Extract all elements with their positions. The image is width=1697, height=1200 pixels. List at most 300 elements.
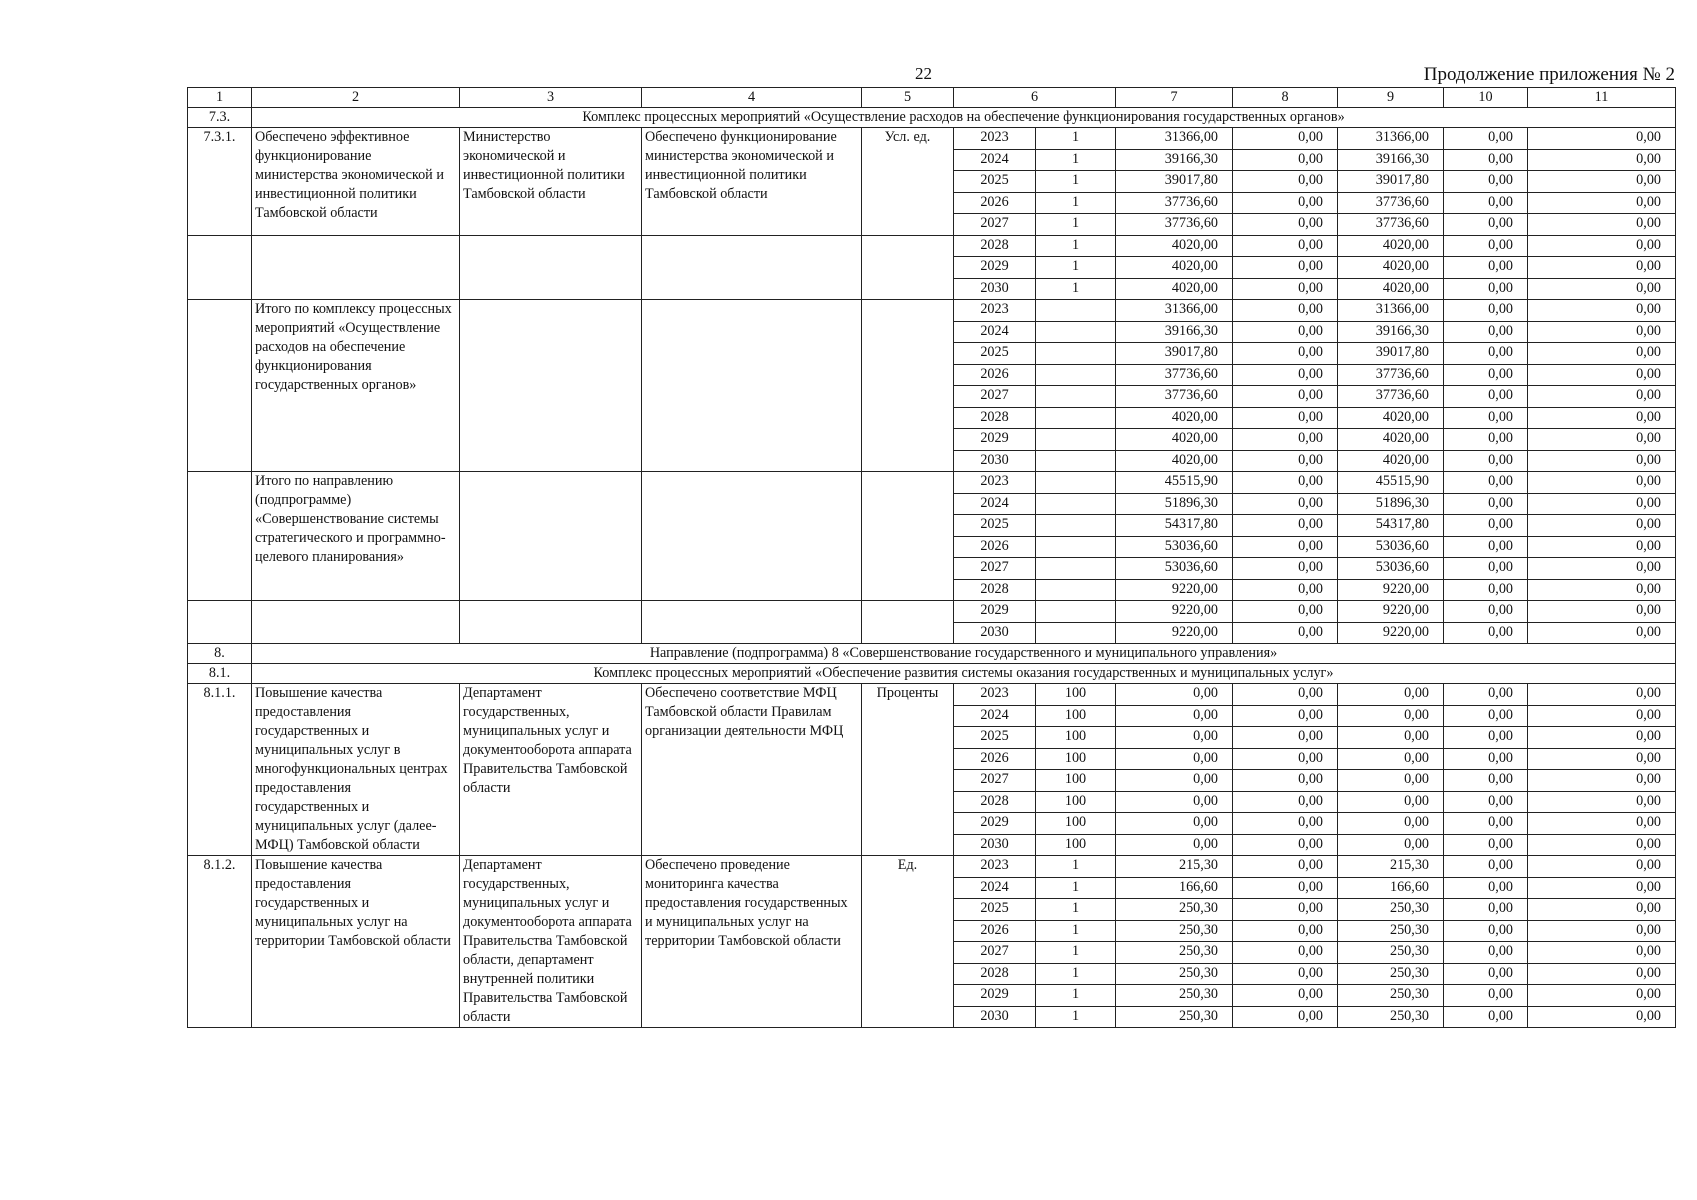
other-funding: 0,00 (1528, 257, 1676, 279)
total-funding: 0,00 (1116, 834, 1233, 856)
indicator-value (1036, 515, 1116, 537)
column-number: 3 (460, 88, 642, 108)
empty-cell (252, 601, 460, 644)
result-cell: Итого по комплексу процессных мероприятий «Осуществление расходов на обеспечение функционирования государственных органов» (252, 300, 460, 472)
column-number: 8 (1233, 88, 1338, 108)
section-number: 7.3. (188, 108, 252, 128)
indicator-value (1036, 601, 1116, 623)
municipal-funding: 0,00 (1444, 450, 1528, 472)
regional-funding: 250,30 (1338, 985, 1444, 1007)
municipal-funding: 0,00 (1444, 727, 1528, 749)
total-funding: 250,30 (1116, 1006, 1233, 1028)
indicator-value (1036, 407, 1116, 429)
regional-funding: 0,00 (1338, 813, 1444, 835)
federal-funding: 0,00 (1233, 257, 1338, 279)
column-number: 11 (1528, 88, 1676, 108)
regional-funding: 9220,00 (1338, 622, 1444, 644)
regional-funding: 31366,00 (1338, 128, 1444, 150)
outcome-cell (642, 472, 862, 601)
federal-funding: 0,00 (1233, 343, 1338, 365)
federal-funding: 0,00 (1233, 472, 1338, 494)
federal-funding: 0,00 (1233, 214, 1338, 236)
federal-funding: 0,00 (1233, 579, 1338, 601)
column-number-row (188, 88, 1676, 108)
total-funding: 39166,30 (1116, 321, 1233, 343)
outcome-cell: Обеспечено соответствие МФЦ Тамбовской области Правилам организации деятельности МФЦ (642, 684, 862, 856)
federal-funding: 0,00 (1233, 558, 1338, 580)
year-cell: 2027 (954, 386, 1036, 408)
total-funding: 53036,60 (1116, 536, 1233, 558)
year-cell: 2030 (954, 834, 1036, 856)
responsible-cell: Министерство экономической и инвестиционной политики Тамбовской области (460, 128, 642, 236)
unit-cell: Усл. ед. (862, 128, 954, 236)
empty-cell (252, 235, 460, 300)
indicator-value: 1 (1036, 192, 1116, 214)
year-cell: 2023 (954, 300, 1036, 322)
year-cell: 2030 (954, 450, 1036, 472)
unit-cell: Проценты (862, 684, 954, 856)
year-cell: 2026 (954, 920, 1036, 942)
municipal-funding: 0,00 (1444, 920, 1528, 942)
indicator-value: 1 (1036, 877, 1116, 899)
indicator-value (1036, 536, 1116, 558)
municipal-funding: 0,00 (1444, 856, 1528, 878)
total-funding: 39017,80 (1116, 343, 1233, 365)
federal-funding: 0,00 (1233, 684, 1338, 706)
indicator-value: 1 (1036, 942, 1116, 964)
indicator-value (1036, 364, 1116, 386)
municipal-funding: 0,00 (1444, 622, 1528, 644)
municipal-funding: 0,00 (1444, 407, 1528, 429)
municipal-funding: 0,00 (1444, 899, 1528, 921)
regional-funding: 39166,30 (1338, 149, 1444, 171)
other-funding: 0,00 (1528, 278, 1676, 300)
year-cell: 2030 (954, 622, 1036, 644)
total-funding: 250,30 (1116, 920, 1233, 942)
year-cell: 2025 (954, 171, 1036, 193)
municipal-funding: 0,00 (1444, 770, 1528, 792)
table-row (188, 684, 1676, 706)
regional-funding: 0,00 (1338, 770, 1444, 792)
result-cell: Повышение качества предоставления государственных и муниципальных услуг на территории Тамбовской области (252, 856, 460, 1028)
other-funding: 0,00 (1528, 192, 1676, 214)
indicator-value: 1 (1036, 214, 1116, 236)
other-funding: 0,00 (1528, 684, 1676, 706)
year-cell: 2025 (954, 515, 1036, 537)
municipal-funding: 0,00 (1444, 515, 1528, 537)
column-number: 2 (252, 88, 460, 108)
federal-funding: 0,00 (1233, 493, 1338, 515)
total-funding: 31366,00 (1116, 128, 1233, 150)
year-cell: 2027 (954, 770, 1036, 792)
total-funding: 0,00 (1116, 813, 1233, 835)
municipal-funding: 0,00 (1444, 705, 1528, 727)
column-number: 6 (954, 88, 1116, 108)
total-funding: 0,00 (1116, 705, 1233, 727)
total-funding: 39017,80 (1116, 171, 1233, 193)
total-funding: 0,00 (1116, 770, 1233, 792)
total-funding: 37736,60 (1116, 386, 1233, 408)
year-cell: 2029 (954, 429, 1036, 451)
indicator-value: 1 (1036, 985, 1116, 1007)
other-funding: 0,00 (1528, 472, 1676, 494)
other-funding: 0,00 (1528, 813, 1676, 835)
regional-funding: 54317,80 (1338, 515, 1444, 537)
total-funding: 51896,30 (1116, 493, 1233, 515)
year-cell: 2025 (954, 899, 1036, 921)
federal-funding: 0,00 (1233, 300, 1338, 322)
responsible-cell (460, 300, 642, 472)
other-funding: 0,00 (1528, 877, 1676, 899)
regional-funding: 0,00 (1338, 684, 1444, 706)
year-cell: 2029 (954, 985, 1036, 1007)
regional-funding: 45515,90 (1338, 472, 1444, 494)
indicator-value (1036, 343, 1116, 365)
regional-funding: 166,60 (1338, 877, 1444, 899)
regional-funding: 4020,00 (1338, 429, 1444, 451)
total-funding: 37736,60 (1116, 192, 1233, 214)
other-funding: 0,00 (1528, 920, 1676, 942)
federal-funding: 0,00 (1233, 834, 1338, 856)
section-row (188, 644, 1676, 664)
other-funding: 0,00 (1528, 214, 1676, 236)
column-number: 5 (862, 88, 954, 108)
federal-funding: 0,00 (1233, 942, 1338, 964)
empty-cell (642, 235, 862, 300)
unit-cell (862, 472, 954, 601)
federal-funding: 0,00 (1233, 450, 1338, 472)
federal-funding: 0,00 (1233, 364, 1338, 386)
regional-funding: 53036,60 (1338, 536, 1444, 558)
total-funding: 9220,00 (1116, 601, 1233, 623)
indicator-value: 1 (1036, 899, 1116, 921)
table-row (188, 856, 1676, 878)
indicator-value: 1 (1036, 171, 1116, 193)
section-number: 8.1. (188, 664, 252, 684)
other-funding: 0,00 (1528, 364, 1676, 386)
empty-cell (460, 601, 642, 644)
municipal-funding: 0,00 (1444, 1006, 1528, 1028)
indicator-value (1036, 558, 1116, 580)
other-funding: 0,00 (1528, 300, 1676, 322)
total-funding: 250,30 (1116, 985, 1233, 1007)
year-cell: 2026 (954, 192, 1036, 214)
year-cell: 2027 (954, 214, 1036, 236)
regional-funding: 0,00 (1338, 791, 1444, 813)
column-number: 1 (188, 88, 252, 108)
regional-funding: 0,00 (1338, 834, 1444, 856)
municipal-funding: 0,00 (1444, 579, 1528, 601)
regional-funding: 215,30 (1338, 856, 1444, 878)
municipal-funding: 0,00 (1444, 601, 1528, 623)
indicator-value: 100 (1036, 770, 1116, 792)
federal-funding: 0,00 (1233, 791, 1338, 813)
other-funding: 0,00 (1528, 748, 1676, 770)
total-funding: 31366,00 (1116, 300, 1233, 322)
total-funding: 0,00 (1116, 727, 1233, 749)
other-funding: 0,00 (1528, 1006, 1676, 1028)
indicator-value (1036, 386, 1116, 408)
federal-funding: 0,00 (1233, 601, 1338, 623)
regional-funding: 250,30 (1338, 963, 1444, 985)
other-funding: 0,00 (1528, 985, 1676, 1007)
federal-funding: 0,00 (1233, 856, 1338, 878)
regional-funding: 39166,30 (1338, 321, 1444, 343)
year-cell: 2028 (954, 407, 1036, 429)
indicator-value: 1 (1036, 920, 1116, 942)
federal-funding: 0,00 (1233, 321, 1338, 343)
indicator-value: 100 (1036, 791, 1116, 813)
indicator-value (1036, 472, 1116, 494)
empty-cell (862, 235, 954, 300)
year-cell: 2024 (954, 877, 1036, 899)
table-row (188, 235, 1676, 257)
other-funding: 0,00 (1528, 791, 1676, 813)
regional-funding: 53036,60 (1338, 558, 1444, 580)
responsible-cell (460, 472, 642, 601)
total-funding: 54317,80 (1116, 515, 1233, 537)
year-cell: 2028 (954, 791, 1036, 813)
regional-funding: 4020,00 (1338, 407, 1444, 429)
municipal-funding: 0,00 (1444, 877, 1528, 899)
regional-funding: 4020,00 (1338, 278, 1444, 300)
total-funding: 0,00 (1116, 748, 1233, 770)
indicator-value: 1 (1036, 278, 1116, 300)
regional-funding: 250,30 (1338, 1006, 1444, 1028)
indicator-value (1036, 450, 1116, 472)
total-funding: 166,60 (1116, 877, 1233, 899)
federal-funding: 0,00 (1233, 899, 1338, 921)
column-number: 4 (642, 88, 862, 108)
municipal-funding: 0,00 (1444, 278, 1528, 300)
indicator-value: 1 (1036, 963, 1116, 985)
indicator-value (1036, 622, 1116, 644)
total-funding: 45515,90 (1116, 472, 1233, 494)
federal-funding: 0,00 (1233, 920, 1338, 942)
municipal-funding: 0,00 (1444, 300, 1528, 322)
total-funding: 39166,30 (1116, 149, 1233, 171)
appendix-label: Продолжение приложения № 2 (1423, 64, 1675, 85)
year-cell: 2027 (954, 558, 1036, 580)
other-funding: 0,00 (1528, 558, 1676, 580)
indicator-value (1036, 300, 1116, 322)
year-cell: 2027 (954, 942, 1036, 964)
result-cell: Повышение качества предоставления государственных и муниципальных услуг в многофункциональных центрах предоставления государственных и муниципальных услуг (далее- МФЦ) Тамбовской области (252, 684, 460, 856)
other-funding: 0,00 (1528, 450, 1676, 472)
empty-cell (642, 601, 862, 644)
total-funding: 4020,00 (1116, 450, 1233, 472)
total-funding: 53036,60 (1116, 558, 1233, 580)
federal-funding: 0,00 (1233, 963, 1338, 985)
federal-funding: 0,00 (1233, 128, 1338, 150)
total-funding: 250,30 (1116, 942, 1233, 964)
other-funding: 0,00 (1528, 705, 1676, 727)
total-funding: 4020,00 (1116, 429, 1233, 451)
municipal-funding: 0,00 (1444, 171, 1528, 193)
other-funding: 0,00 (1528, 407, 1676, 429)
regional-funding: 0,00 (1338, 727, 1444, 749)
federal-funding: 0,00 (1233, 748, 1338, 770)
regional-funding: 250,30 (1338, 942, 1444, 964)
federal-funding: 0,00 (1233, 985, 1338, 1007)
responsible-cell: Департамент государственных, муниципальных услуг и документооборота аппарата Правительства Тамбовской области, департамент внутренней политики Правительства Тамбовской области (460, 856, 642, 1028)
total-funding: 4020,00 (1116, 407, 1233, 429)
total-funding: 0,00 (1116, 684, 1233, 706)
municipal-funding: 0,00 (1444, 149, 1528, 171)
year-cell: 2023 (954, 128, 1036, 150)
result-cell: Итого по направлению (подпрограмме) «Совершенствование системы стратегического и программно-целевого планирования» (252, 472, 460, 601)
other-funding: 0,00 (1528, 622, 1676, 644)
unit-cell: Ед. (862, 856, 954, 1028)
regional-funding: 4020,00 (1338, 235, 1444, 257)
other-funding: 0,00 (1528, 386, 1676, 408)
federal-funding: 0,00 (1233, 705, 1338, 727)
regional-funding: 4020,00 (1338, 257, 1444, 279)
municipal-funding: 0,00 (1444, 558, 1528, 580)
section-title: Комплекс процессных мероприятий «Обеспечение развития системы оказания государственных и муниципальных услуг» (252, 664, 1676, 684)
other-funding: 0,00 (1528, 493, 1676, 515)
total-funding: 37736,60 (1116, 364, 1233, 386)
total-funding: 4020,00 (1116, 278, 1233, 300)
table-row (188, 601, 1676, 623)
indicator-value: 100 (1036, 684, 1116, 706)
other-funding: 0,00 (1528, 321, 1676, 343)
other-funding: 0,00 (1528, 963, 1676, 985)
regional-funding: 4020,00 (1338, 450, 1444, 472)
section-row (188, 664, 1676, 684)
federal-funding: 0,00 (1233, 235, 1338, 257)
row-number (188, 472, 252, 601)
municipal-funding: 0,00 (1444, 536, 1528, 558)
responsible-cell: Департамент государственных, муниципальных услуг и документооборота аппарата Правительства Тамбовской области (460, 684, 642, 856)
total-funding: 0,00 (1116, 791, 1233, 813)
other-funding: 0,00 (1528, 515, 1676, 537)
indicator-value: 1 (1036, 128, 1116, 150)
table-row (188, 128, 1676, 150)
federal-funding: 0,00 (1233, 877, 1338, 899)
other-funding: 0,00 (1528, 171, 1676, 193)
indicator-value: 1 (1036, 1006, 1116, 1028)
regional-funding: 39017,80 (1338, 343, 1444, 365)
empty-cell (188, 235, 252, 300)
indicator-value (1036, 493, 1116, 515)
indicator-value (1036, 429, 1116, 451)
other-funding: 0,00 (1528, 149, 1676, 171)
indicator-value: 1 (1036, 235, 1116, 257)
other-funding: 0,00 (1528, 601, 1676, 623)
regional-funding: 51896,30 (1338, 493, 1444, 515)
year-cell: 2026 (954, 364, 1036, 386)
total-funding: 250,30 (1116, 963, 1233, 985)
municipal-funding: 0,00 (1444, 748, 1528, 770)
municipal-funding: 0,00 (1444, 985, 1528, 1007)
other-funding: 0,00 (1528, 834, 1676, 856)
row-number (188, 300, 252, 472)
municipal-funding: 0,00 (1444, 791, 1528, 813)
federal-funding: 0,00 (1233, 407, 1338, 429)
indicator-value (1036, 321, 1116, 343)
regional-funding: 0,00 (1338, 748, 1444, 770)
table-row (188, 300, 1676, 322)
municipal-funding: 0,00 (1444, 963, 1528, 985)
year-cell: 2026 (954, 536, 1036, 558)
year-cell: 2023 (954, 856, 1036, 878)
year-cell: 2024 (954, 321, 1036, 343)
year-cell: 2029 (954, 257, 1036, 279)
indicator-value: 1 (1036, 257, 1116, 279)
section-title: Комплекс процессных мероприятий «Осуществление расходов на обеспечение функционирования государственных органов» (252, 108, 1676, 128)
indicator-value: 100 (1036, 748, 1116, 770)
municipal-funding: 0,00 (1444, 235, 1528, 257)
outcome-cell: Обеспечено функционирование министерства экономической и инвестиционной политики Тамбовской области (642, 128, 862, 236)
federal-funding: 0,00 (1233, 515, 1338, 537)
other-funding: 0,00 (1528, 536, 1676, 558)
municipal-funding: 0,00 (1444, 834, 1528, 856)
year-cell: 2029 (954, 813, 1036, 835)
other-funding: 0,00 (1528, 856, 1676, 878)
municipal-funding: 0,00 (1444, 364, 1528, 386)
federal-funding: 0,00 (1233, 386, 1338, 408)
unit-cell (862, 300, 954, 472)
regional-funding: 31366,00 (1338, 300, 1444, 322)
indicator-value: 1 (1036, 856, 1116, 878)
regional-funding: 9220,00 (1338, 579, 1444, 601)
year-cell: 2028 (954, 235, 1036, 257)
federal-funding: 0,00 (1233, 192, 1338, 214)
municipal-funding: 0,00 (1444, 493, 1528, 515)
other-funding: 0,00 (1528, 343, 1676, 365)
section-title: Направление (подпрограмма) 8 «Совершенствование государственного и муниципального управления» (252, 644, 1676, 664)
regional-funding: 250,30 (1338, 920, 1444, 942)
federal-funding: 0,00 (1233, 770, 1338, 792)
indicator-value: 100 (1036, 834, 1116, 856)
municipal-funding: 0,00 (1444, 321, 1528, 343)
regional-funding: 37736,60 (1338, 192, 1444, 214)
other-funding: 0,00 (1528, 942, 1676, 964)
municipal-funding: 0,00 (1444, 214, 1528, 236)
other-funding: 0,00 (1528, 727, 1676, 749)
indicator-value: 100 (1036, 813, 1116, 835)
year-cell: 2023 (954, 472, 1036, 494)
total-funding: 37736,60 (1116, 214, 1233, 236)
regional-funding: 250,30 (1338, 899, 1444, 921)
year-cell: 2023 (954, 684, 1036, 706)
section-row (188, 108, 1676, 128)
column-number: 10 (1444, 88, 1528, 108)
section-number: 8. (188, 644, 252, 664)
regional-funding: 39017,80 (1338, 171, 1444, 193)
total-funding: 4020,00 (1116, 257, 1233, 279)
year-cell: 2024 (954, 493, 1036, 515)
table-row (188, 472, 1676, 494)
total-funding: 4020,00 (1116, 235, 1233, 257)
regional-funding: 0,00 (1338, 705, 1444, 727)
municipal-funding: 0,00 (1444, 942, 1528, 964)
column-number: 9 (1338, 88, 1444, 108)
federal-funding: 0,00 (1233, 622, 1338, 644)
year-cell: 2028 (954, 963, 1036, 985)
row-number: 7.3.1. (188, 128, 252, 236)
year-cell: 2030 (954, 278, 1036, 300)
total-funding: 215,30 (1116, 856, 1233, 878)
other-funding: 0,00 (1528, 235, 1676, 257)
outcome-cell (642, 300, 862, 472)
total-funding: 250,30 (1116, 899, 1233, 921)
other-funding: 0,00 (1528, 429, 1676, 451)
empty-cell (188, 601, 252, 644)
federal-funding: 0,00 (1233, 813, 1338, 835)
year-cell: 2024 (954, 705, 1036, 727)
